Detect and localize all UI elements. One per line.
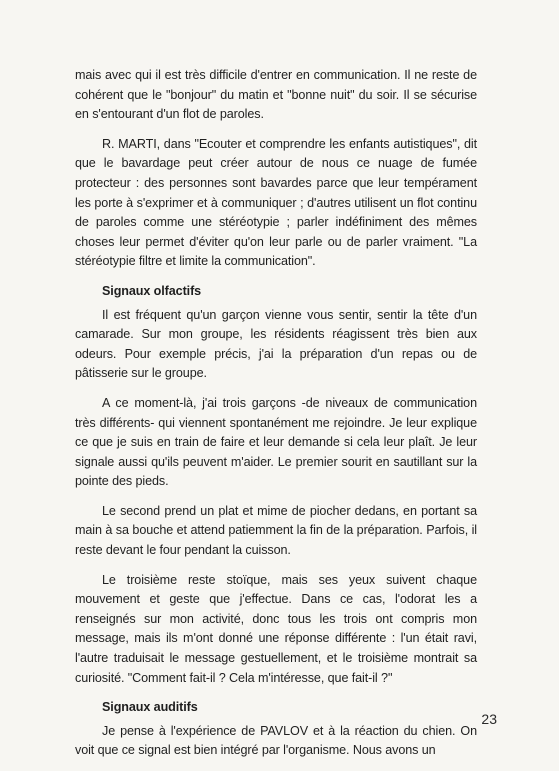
paragraph-olfactifs-4: Le troisième reste stoïque, mais ses yeux suivent chaque mouvement et geste que j'effectue. Dans ce cas, l'odorat les a renseignés sur mon activité, donc tous les trois ont compris mon message, mais ils m'ont donné une réponse différente : l'un était ravi, l'autre traduisait le message gestuellement, et le troisième montrait sa curiosité. "Comment fait-il ? Cela m'intéresse, que fait-il ?" — [75, 572, 477, 685]
paragraph-marti: R. MARTI, dans "Ecouter et comprendre les enfants autistiques", dit que le bavardage peut créer autour de nous ce nuage de fumée protecteur : des personnes sont bavardes parce que leur tempérament les porte à s'exprimer et à communiquer ; d'autres utilisent un flot continu de paroles comme une stéréotypie ; parler indéfiniment des mêmes choses leur permet d'éviter qu'on leur parle ou de parler vraiment. "La stéréotypie filtre et limite la communication". — [75, 136, 477, 269]
paragraph-auditifs-1: Je pense à l'expérience de PAVLOV et à la réaction du chien. On voit que ce signal est bien intégré par l'organisme. Nous avons un — [75, 723, 477, 758]
paragraph-olfactifs-3: Le second prend un plat et mime de piocher dedans, en portant sa main à sa bouche et attend patiemment la fin de la préparation. Parfois, il reste devant le four pendant la cuisson. — [75, 503, 477, 558]
heading-signaux-olfactifs: Signaux olfactifs — [102, 283, 202, 298]
page-number: 23 — [481, 711, 497, 727]
body-text — [75, 66, 477, 771]
paragraph-olfactifs-1: Il est fréquent qu'un garçon vienne vous sentir, sentir la tête d'un camarade. Sur mon groupe, les résidents réagissent très bien aux odeurs. Pour exemple précis, j'ai la préparation d'un repas ou de pâtisserie sur le groupe. — [75, 307, 477, 381]
heading-signaux-auditifs: Signaux auditifs — [102, 700, 198, 715]
paragraph-intro: mais avec qui il est très difficile d'entrer en communication. Il ne reste de cohérent que le "bonjour" du matin et "bonne nuit" du soir. Il se sécurise en s'entourant d'un flot de paroles. — [75, 68, 477, 122]
paragraph-olfactifs-2: A ce moment-là, j'ai trois garçons -de niveaux de communication très différents- qui viennent spontanément me rejoindre. Je leur explique ce que je suis en train de faire et leur demande si cela leur plaît. Je leur signale aussi qu'ils peuvent m'aider. Le premier sourit en sautillant sur la pointe des pieds. — [75, 395, 477, 489]
